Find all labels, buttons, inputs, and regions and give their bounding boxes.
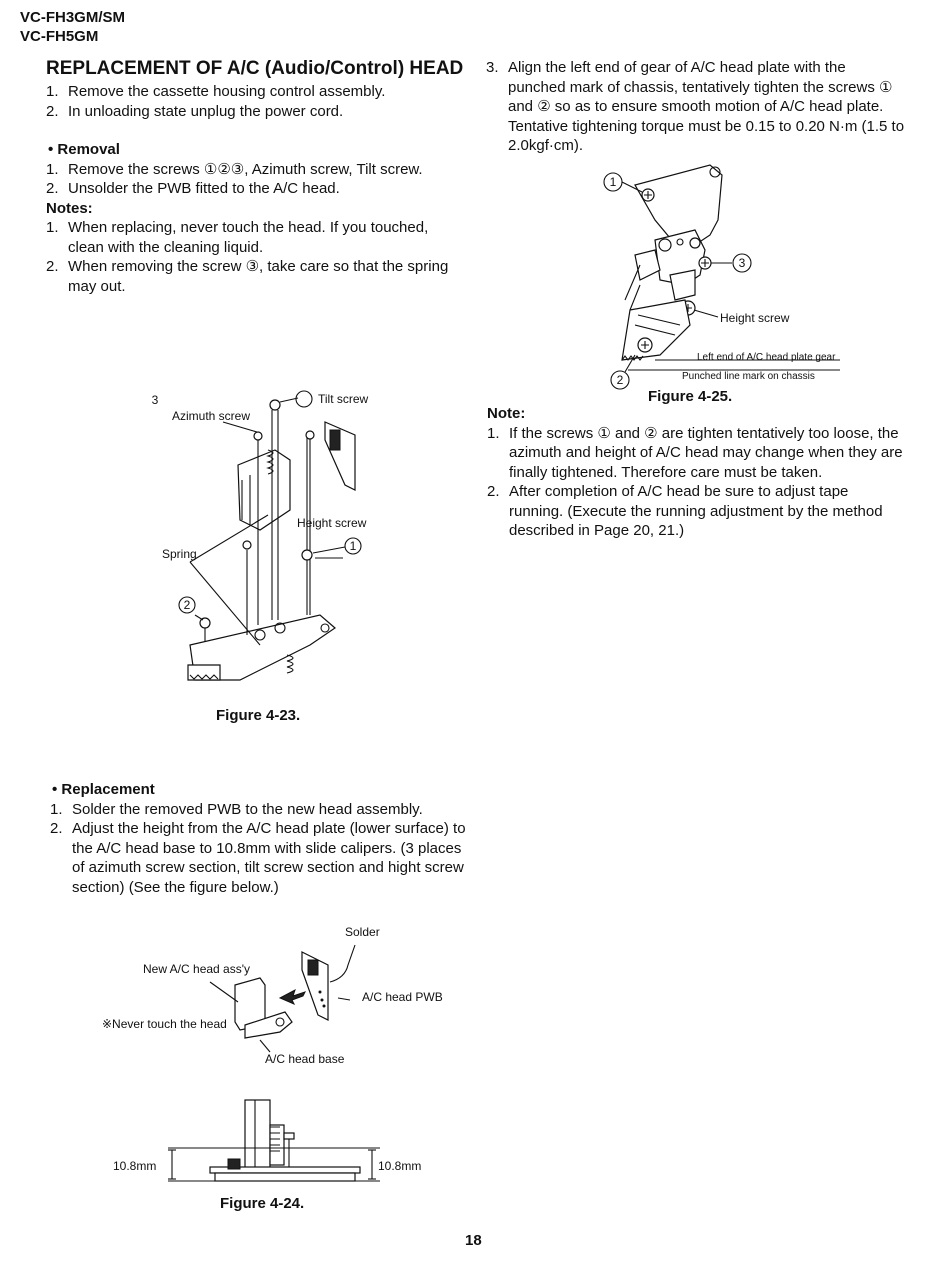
list-item: 1. Remove the cassette housing control assembly.: [46, 83, 386, 100]
notes-list: [46, 218, 466, 296]
callout-3-circle: [296, 391, 312, 407]
list-item: 3. Align the left end of gear of A/C head plate with the punched mark of chassis, tentatively tighten the screws ① and ② so as to ensure smooth motion of A/C head plate. Tentative tightening torque must be 0.15 to 0.20 N·m (1.5 to 2.0kgf·cm).: [486, 59, 905, 154]
label-head-base: A/C head base: [265, 1052, 345, 1066]
figure-4-24-side-diagram: [160, 1095, 390, 1195]
figure-4-24-assembly-diagram: [210, 930, 370, 1050]
callout-2: 2: [616, 373, 624, 387]
list-item: 1. Solder the removed PWB to the new head assembly.: [50, 800, 423, 818]
section-title: REPLACEMENT OF A/C (Audio/Control) HEAD: [46, 58, 464, 79]
callout-3: 3: [151, 393, 159, 407]
callout-1: 1: [609, 175, 617, 189]
label-new-head: New A/C head ass'y: [143, 962, 251, 976]
list-item: 2. Adjust the height from the A/C head plate (lower surface) to the A/C head base to 10.8mm with slide calipers. (3 places of azimuth screw section, tilt screw section and hight screw section) (See the figure below.): [50, 820, 466, 896]
replacement-heading: • Replacement: [52, 781, 155, 798]
label-dim-right: 10.8mm: [378, 1159, 422, 1173]
model-number-1: VC-FH3GM/SM: [20, 9, 125, 26]
label-never-touch: ※Never touch the head: [102, 1017, 227, 1031]
label-punch-note: Punched line mark on chassis: [682, 371, 815, 382]
list-item: 2. After completion of A/C head be sure to adjust tape running. (Execute the running adjustment by the method described in Page 20, 21.): [487, 483, 883, 539]
list-item: 1. When replacing, never touch the head. If you touched, clean with the cleaning liquid.: [46, 219, 429, 256]
removal-list: [46, 160, 466, 199]
left-column: [46, 58, 466, 296]
right-column-top: [486, 58, 906, 156]
label-pwb: A/C head PWB: [362, 990, 443, 1004]
callout-1: 1: [349, 539, 357, 553]
label-azimuth-screw: Azimuth screw: [172, 409, 251, 423]
notes-heading: Notes:: [46, 199, 93, 217]
list-item: 2. Unsolder the PWB fitted to the A/C head.: [46, 180, 340, 197]
label-tilt-screw: Tilt screw: [318, 392, 369, 406]
label-height-screw: Height screw: [297, 516, 367, 530]
label-solder: Solder: [345, 925, 380, 939]
label-dim-left: 10.8mm: [113, 1159, 157, 1173]
step3-list: [486, 58, 906, 156]
figure-4-23-diagram: [150, 380, 410, 710]
label-gear-note: Left end of A/C head plate gear: [697, 352, 836, 363]
model-number-2: VC-FH5GM: [20, 28, 99, 45]
right-column-notes: [487, 404, 905, 541]
label-spring: Spring: [162, 547, 197, 561]
label-height-screw: Height screw: [720, 311, 790, 325]
figure-4-23-caption: Figure 4-23.: [216, 707, 301, 724]
list-item: 1. If the screws ① and ② are tighten tentatively too loose, the azimuth and height of A/C head may change when they are finally tightened. Therefore care must be taken.: [487, 424, 903, 481]
replacement-list: [50, 800, 475, 898]
right-notes-list: [487, 424, 905, 541]
list-item: 1. Remove the screws ①②③, Azimuth screw, Tilt screw.: [46, 160, 423, 178]
list-item: 2. When removing the screw ③, take care so that the spring may out.: [46, 258, 449, 295]
note-heading: Note:: [487, 405, 526, 422]
figure-4-25-caption: Figure 4-25.: [648, 388, 733, 405]
page-number: 18: [465, 1232, 482, 1249]
arrow-icon: [280, 990, 305, 1004]
list-item: 2. In unloading state unplug the power cord.: [46, 102, 344, 120]
replacement-section: [50, 780, 475, 897]
head-side-shape: [245, 1100, 270, 1170]
callout-3: 3: [738, 256, 746, 270]
removal-heading: • Removal: [48, 141, 120, 158]
intro-list: [46, 82, 466, 121]
callout-2: 2: [183, 598, 191, 612]
figure-4-24-caption: Figure 4-24.: [220, 1195, 305, 1212]
